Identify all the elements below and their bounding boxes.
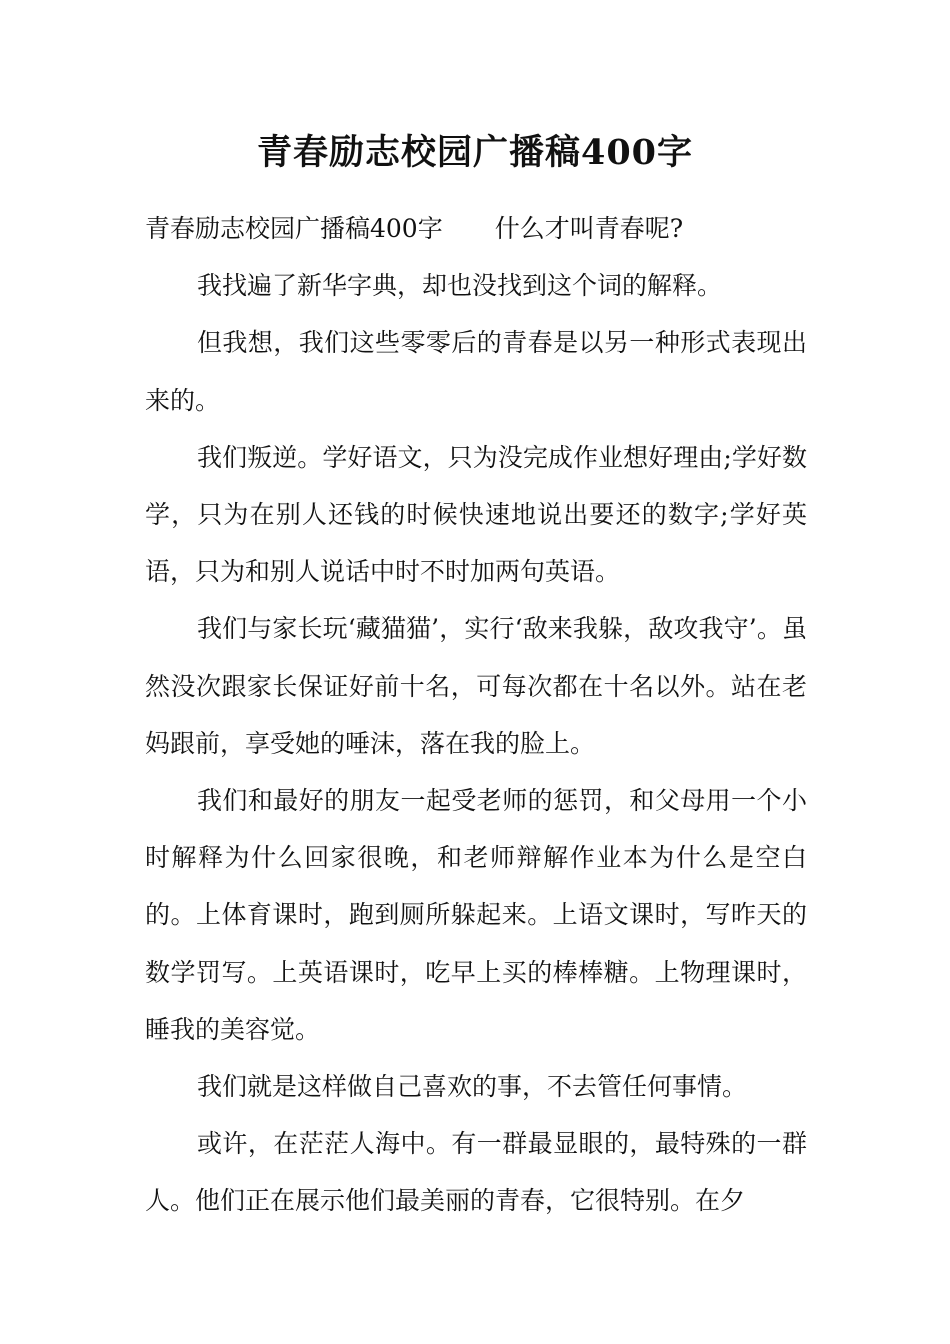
paragraph: 或许，在茫茫人海中。有一群最显眼的，最特殊的一群人。他们正在展示他们最美丽的青春，它很特别。在夕 (145, 1129, 807, 1216)
document-title: 青春励志校园广播稿400字 (256, 132, 694, 173)
document-body (145, 200, 807, 1230)
paragraph: 我找遍了新华字典，却也没找到这个词的解释。 (197, 271, 723, 301)
paragraph: 我们和最好的朋友一起受老师的惩罚，和父母用一个小时解释为什么回家很晚，和老师辩解作业本为什么是空白的。上体育课时，跑到厕所躲起来。上语文课时，写昨天的数学罚写。上英语课时，吃早上买的棒棒糖。上物理课时，睡我的美容觉。 (145, 786, 807, 1044)
paragraph: 但我想，我们这些零零后的青春是以另一种形式表现出来的。 (145, 328, 807, 415)
intro-title-text: 青春励志校园广播稿400字 (145, 214, 443, 243)
paragraph: 我们叛逆。学好语文，只为没完成作业想好理由;学好数学，只为在别人还钱的时候快速地说出要还的数字;学好英语，只为和别人说话中时不时加两句英语。 (145, 442, 807, 587)
paragraph: 我们就是这样做自己喜欢的事，不去管任何事情。 (197, 1072, 748, 1102)
paragraph: 我们与家长玩‘藏猫猫’，实行‘敌来我躲，敌攻我守’。虽然没次跟家长保证好前十名，可每次都在十名以外。站在老妈跟前，享受她的唾沫，落在我的脸上。 (145, 614, 807, 758)
intro-line (145, 200, 807, 257)
intro-question-text: 什么才叫青春呢? (494, 214, 684, 243)
